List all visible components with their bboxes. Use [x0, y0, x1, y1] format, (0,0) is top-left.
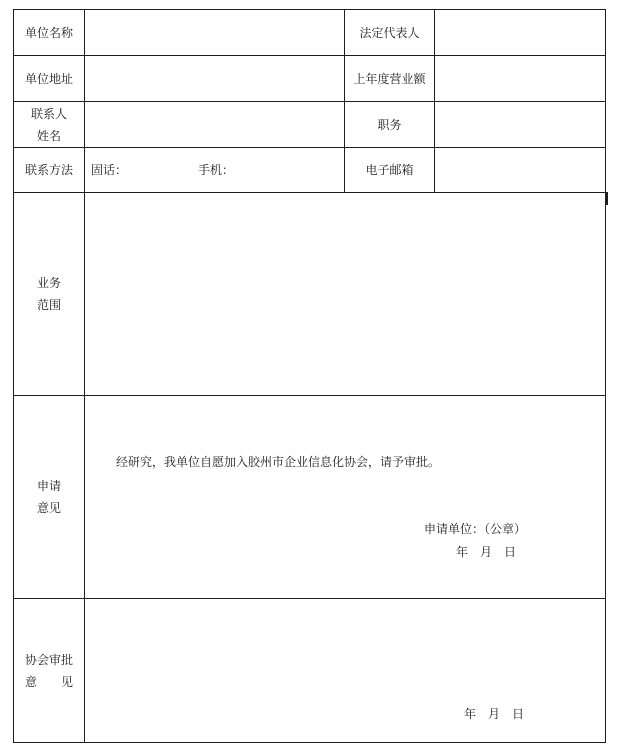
business-scope-label [14, 193, 84, 395]
unit-name-label-text: 单位名称 [24, 25, 73, 40]
revenue-label [345, 56, 434, 101]
association-opinion-label-line2: 意 见 [24, 674, 73, 689]
contact-name-label-line1: 联系人 [30, 106, 67, 121]
application-opinion-field[interactable] [85, 396, 605, 598]
business-scope-label-line2: 范围 [36, 298, 61, 312]
unit-address-label-text: 单位地址 [24, 71, 73, 86]
margin-tick-mark [606, 192, 608, 205]
association-date: 年 月 日 [464, 707, 525, 721]
contact-name-field[interactable] [85, 102, 344, 147]
membership-application-form [13, 9, 606, 744]
legal-rep-label [345, 10, 434, 55]
position-field[interactable] [435, 102, 605, 147]
email-label-text: 电子邮箱 [365, 163, 414, 177]
revenue-field[interactable] [435, 56, 605, 101]
business-scope-label-line1: 业务 [36, 276, 61, 290]
application-opinion-label-line1: 申请 [36, 479, 61, 493]
position-label-text: 职务 [377, 117, 402, 132]
contact-name-label [14, 102, 84, 147]
unit-name-field[interactable] [85, 10, 344, 55]
contact-method-label [14, 148, 84, 192]
contact-name-label-line2: 姓名 [36, 128, 61, 143]
unit-name-label [14, 10, 84, 55]
landline-label: 固话： [91, 163, 128, 177]
mobile-label: 手机： [198, 163, 235, 177]
form-right-border [605, 9, 606, 743]
application-date: 年 月 日 [456, 545, 517, 559]
association-opinion-field[interactable] [85, 599, 605, 742]
legal-rep-field[interactable] [435, 10, 605, 55]
email-label [345, 148, 434, 192]
email-field[interactable] [435, 148, 605, 192]
contact-method-field[interactable] [85, 148, 344, 192]
business-scope-field[interactable] [85, 193, 605, 395]
revenue-label-text: 上年度营业额 [353, 71, 426, 86]
unit-address-field[interactable] [85, 56, 344, 101]
application-opinion-label-line2: 意见 [36, 501, 61, 515]
position-label [345, 102, 434, 147]
association-opinion-label-line1: 协会审批 [24, 652, 73, 667]
association-opinion-label [14, 599, 84, 742]
unit-address-label [14, 56, 84, 101]
contact-method-label-text: 联系方法 [24, 163, 73, 177]
application-opinion-label [14, 396, 84, 598]
legal-rep-label-text: 法定代表人 [359, 25, 420, 40]
application-statement: 经研究，我单位自愿加入胶州市企业信息化协会，请予审批。 [116, 455, 441, 469]
form-bottom-border [13, 742, 606, 743]
applicant-seal-line: 申请单位：（公章） [424, 522, 527, 536]
